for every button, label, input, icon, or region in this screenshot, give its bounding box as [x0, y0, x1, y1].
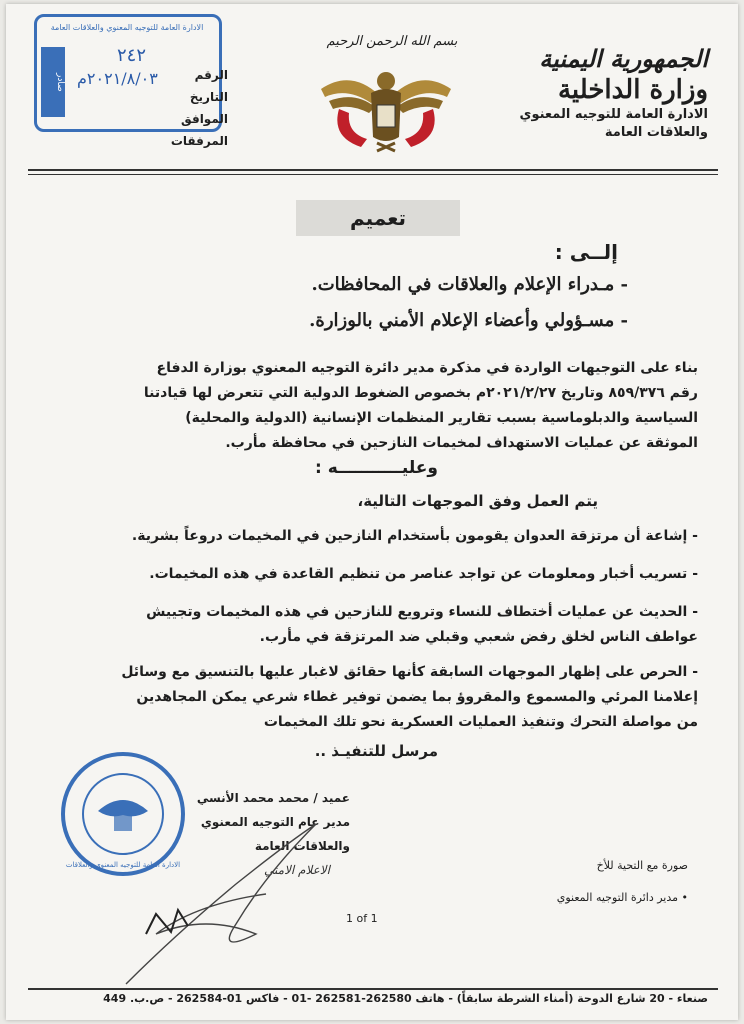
body-paragraph: [58, 356, 698, 456]
ministry-name: وزارة الداخلية: [557, 75, 708, 105]
republic-name: الجمهورية اليمنية: [539, 44, 708, 73]
directive-line: عواطف الناس لخلق رفض شعبي وقبلي ضد المرتزقة في مأرب.: [259, 629, 698, 645]
directive-line: إعلامنا المرئي والمسموع والمقروؤ بما يضمن توفير غطاء شرعي يمكن المجاهدين: [136, 689, 698, 705]
sent-for-execution: مرسل للتنفيـذ ..: [314, 742, 438, 760]
basmala: بسم الله الرحمن الرحيم: [326, 34, 458, 49]
number-label: الرقم: [194, 68, 228, 82]
directive-line: - الحديث عن عمليات أختطاف للنساء وترويع للنازحين في هذه المخيمات وتجييش: [146, 604, 698, 620]
date-label: التاريخ: [189, 90, 228, 104]
recipient-2: - مسـؤولي وأعضاء الإعلام الأمني بالوزارة.: [309, 310, 628, 331]
cc-label: صورة مع التحية للأخ: [596, 859, 688, 872]
handwritten-note: الاعلام الامني: [264, 863, 330, 877]
header-divider-thin: [28, 174, 718, 175]
reference-fields: [156, 64, 228, 152]
department-line-1: الادارة العامة للتوجيه المعنوي: [519, 107, 708, 122]
directive-line: من مواصلة التحرك وتنفيذ العمليات العسكرية نحو تلك المخيمات: [263, 714, 698, 730]
signatory-name: عميد / محمد محمد الأنسي: [196, 791, 350, 805]
action-line: يتم العمل وفق الموجهات التالية،: [357, 492, 598, 510]
stamp-header: الادارة العامة للتوجيه المعنوي والعلاقات العامة: [50, 23, 204, 32]
cc-block: [488, 850, 688, 914]
corresponding-label: الموافق: [181, 112, 228, 126]
stamp-number: ٢٤٢: [117, 45, 147, 66]
ministry-header: [488, 44, 708, 142]
to-label: إلــى :: [554, 240, 618, 264]
stamp-side-label: صادر: [41, 47, 65, 117]
directive-1: [48, 524, 698, 549]
and-upon: وعليـــــــــــه :: [314, 458, 438, 478]
header-divider: [28, 169, 718, 171]
body-line: الموثقة عن عمليات الاستهداف لمخيمات النازحين في محافظة مأرب.: [225, 435, 698, 451]
body-line: بناء على التوجيهات الواردة في مذكرة مدير دائرة التوجيه المعنوي بوزارة الدفاع: [156, 360, 698, 376]
stamp-date: ٢٠٢١/٨/٠٣م: [77, 69, 158, 88]
department-line-2: والعلاقات العامة: [604, 125, 708, 140]
directive-line: - إشاعة أن مرتزقة العدوان يقومون بأستخدام النازحين في المخيمات دروعاً بشرية.: [131, 528, 698, 544]
directive-2: [48, 562, 698, 587]
body-line: السياسية والدبلوماسية بسبب تقارير المنظمات الإنسانية (الدولية والمحلية): [185, 410, 698, 426]
signature-scribble-icon: [116, 814, 356, 994]
signatory-title: مدير عام التوجيه المعنوي والعلاقات العامة: [200, 815, 350, 853]
directive-3: [48, 600, 698, 650]
document-page: [6, 4, 738, 1020]
recipient-1: - مـدراء الإعلام والعلاقات في المحافظات.: [311, 274, 628, 295]
body-line: رقم ٨٥٩/٣٧٦ وتاريخ ٢٠٢١/٢/٢٧م بخصوص الضغوط الدولية التي تتعرض لها قيادتنا: [143, 385, 698, 401]
footer-address: صنعاء - 20 شارع الدوحة (أمناء الشرطة سابقاً) - هاتف 262580-262581 -01 - فاكس 01-262584 - ص.ب. 449: [103, 992, 708, 1005]
footer-divider: [28, 988, 718, 990]
directive-4: [48, 660, 698, 735]
document-title: تعميم: [349, 206, 407, 230]
directive-line: - الحرص على إظهار الموجهات السابقة كأنها حقائق لاغبار عليها بالتنسيق مع وسائل: [121, 664, 698, 680]
cc-item: • مدير دائرة التوجيه المعنوي: [556, 891, 688, 904]
eagle-emblem-icon: [311, 59, 461, 159]
attachments-label: المرفقات: [170, 134, 228, 148]
seal-text: الادارة العامة للتوجيه المعنوي والعلاقات: [65, 861, 181, 869]
page-number: 1 of 1: [346, 912, 378, 925]
directive-line: - تسريب أخبار ومعلومات عن تواجد عناصر من تنظيم القاعدة في هذه المخيمات.: [149, 566, 698, 582]
